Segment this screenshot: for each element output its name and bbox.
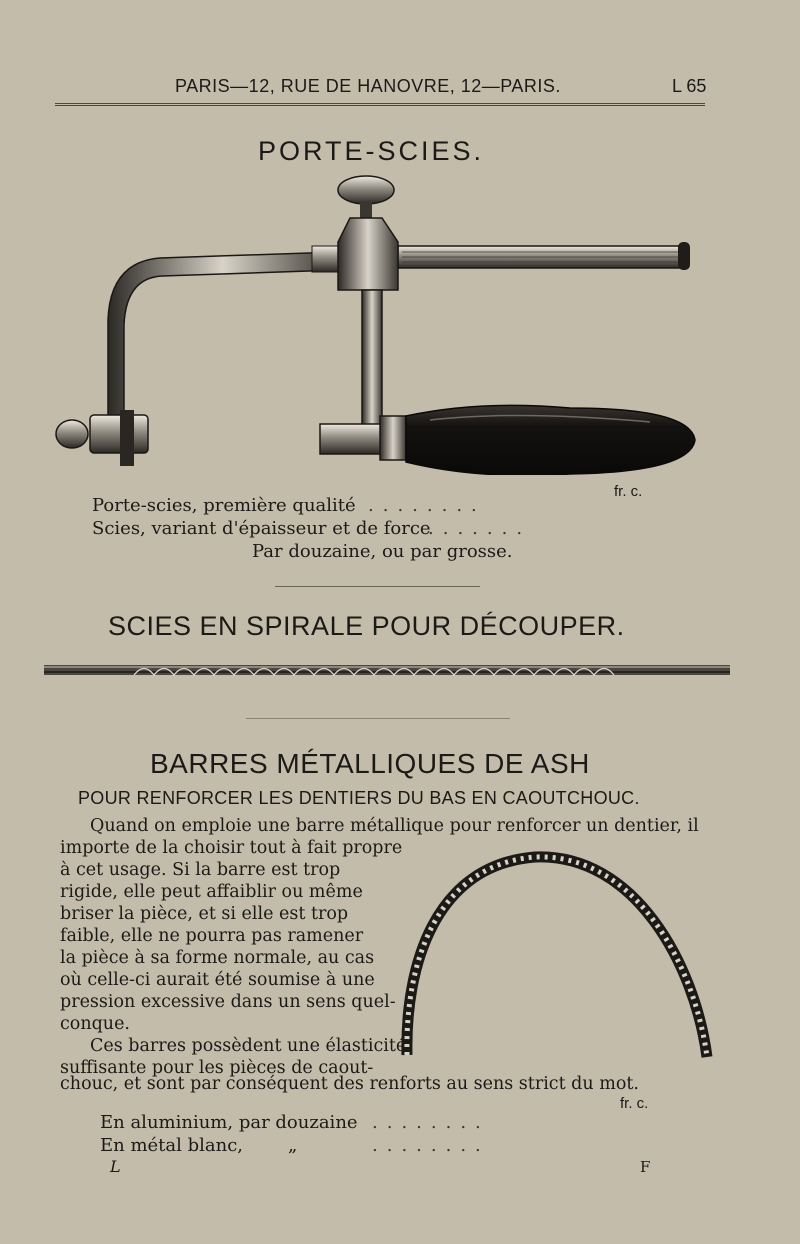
paragraph-line: pression excessive dans un sens quel- <box>60 992 396 1012</box>
paragraph-line: rigide, elle peut affaiblir ou même <box>60 882 363 902</box>
ash-metal-bar-illustration <box>395 845 725 1065</box>
item-scies: Scies, variant d'épaisseur et de force <box>92 518 431 539</box>
paragraph-line: Ces barres possèdent une élasticité <box>90 1036 407 1056</box>
paragraph-first-line: Quand on emploie une barre métallique pour renforcer un dentier, il <box>90 816 699 836</box>
header-rule <box>55 103 705 106</box>
item-metal-blanc: En métal blanc, <box>100 1135 244 1156</box>
paragraph-line: faible, elle ne pourra pas ramener <box>60 926 364 946</box>
section-divider <box>275 586 480 587</box>
footer-letter: F <box>640 1158 651 1176</box>
section-title-porte-scies: PORTE-SCIES. <box>258 136 485 166</box>
paragraph-line: où celle-ci aurait été soumise à une <box>60 970 375 990</box>
price-column-header: fr. c. <box>614 483 643 500</box>
footer-signature-mark: L <box>110 1157 121 1176</box>
leader-dots: ........ <box>368 495 486 516</box>
note-par-douzaine: Par douzaine, ou par grosse. <box>252 541 513 562</box>
paragraph-body <box>60 837 407 1079</box>
running-head: PARIS—12, RUE DE HANOVRE, 12—PARIS. <box>175 76 561 96</box>
paragraph-line: la pièce à sa forme normale, au cas <box>60 948 375 968</box>
leader-dots: ........ <box>372 1112 490 1133</box>
page-number: L 65 <box>672 76 707 96</box>
paragraph-line: suffisante pour les pièces de caout- <box>60 1058 374 1078</box>
leader-dots: ........ <box>372 1135 490 1156</box>
paragraph-line: briser la pièce, et si elle est trop <box>60 904 349 924</box>
price-column-header: fr. c. <box>620 1095 649 1112</box>
section-divider <box>246 718 510 719</box>
paragraph-line: conque. <box>60 1014 130 1034</box>
paragraph-last-line: chouc, et sont par conséquent des renforts au sens strict du mot. <box>60 1074 639 1094</box>
spiral-saw-blade-illustration <box>44 660 730 680</box>
ditto-mark: „ <box>288 1135 298 1156</box>
section-title-barres: BARRES MÉTALLIQUES DE ASH <box>150 748 590 779</box>
saw-frame-illustration <box>50 170 700 475</box>
item-aluminium: En aluminium, par douzaine <box>100 1112 358 1133</box>
paragraph-line: à cet usage. Si la barre est trop <box>60 860 341 880</box>
item-porte-scies-qualite: Porte-scies, première qualité <box>92 495 356 516</box>
section-title-spirale: SCIES EN SPIRALE POUR DÉCOUPER. <box>108 611 625 641</box>
leader-dots: ....... <box>428 518 532 539</box>
paragraph-line: importe de la choisir tout à fait propre <box>60 838 403 858</box>
section-subtitle-barres: POUR RENFORCER LES DENTIERS DU BAS EN CAOUTCHOUC. <box>78 788 640 808</box>
